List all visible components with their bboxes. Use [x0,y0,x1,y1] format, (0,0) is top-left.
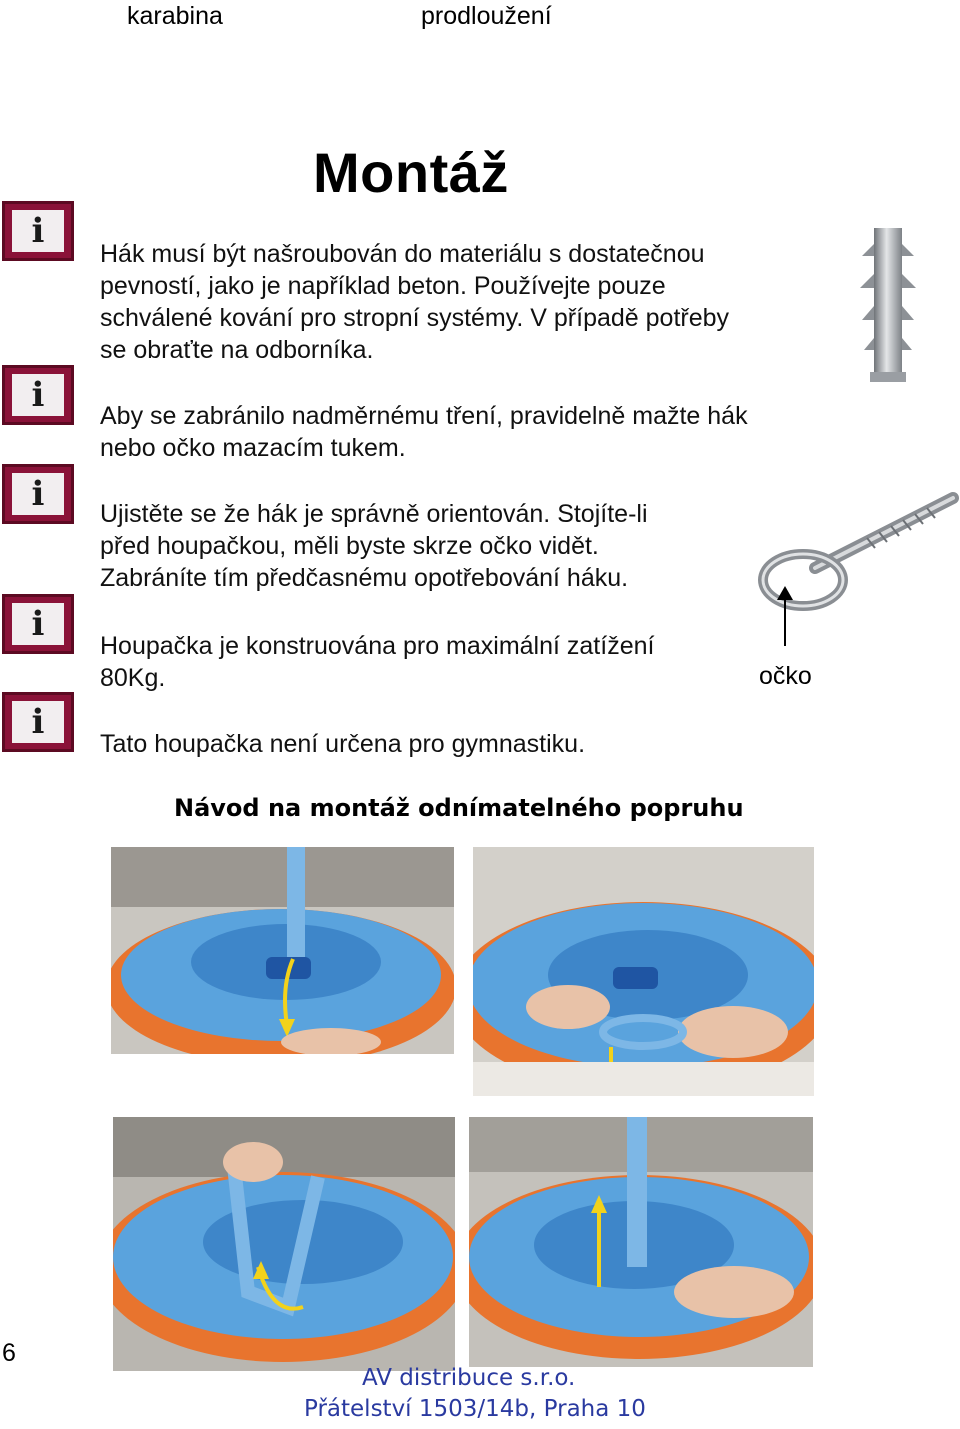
text-line: Houpačka je konstruována pro maximální zatížení [100,632,655,660]
footer-company: AV distribuce s.r.o. [362,1365,576,1391]
section-subtitle: Návod na montáž odnímatelného popruhu [174,794,744,822]
paragraph-mounting [100,238,729,366]
wall-plug-icon [858,222,918,386]
prodlouzeni-label: prodloužení [421,2,552,30]
text-line: 80Kg. [100,664,166,692]
assembly-photo [111,847,454,1054]
eye-hook-label: očko [759,662,812,690]
paragraph-gymnastics [100,728,585,760]
page-number: 6 [2,1339,16,1367]
paragraph-load [100,630,654,694]
text-line: se obraťte na odborníka. [100,336,374,364]
info-icon: i [2,464,74,524]
paragraph-lubrication [100,400,748,464]
text-line: nebo očko mazacím tukem. [100,434,406,462]
assembly-photo [473,847,814,1096]
text-line: Tato houpačka není určena pro gymnastiku. [100,730,586,758]
assembly-photo [113,1117,455,1371]
text-line: Hák musí být našroubován do materiálu s dostatečnou [100,240,705,268]
text-line: Zabráníte tím předčasnému opotřebování háku. [100,564,629,592]
info-icon: i [2,692,74,752]
text-line: Ujistěte se že hák je správně orientován. Stojíte-li [100,500,648,528]
paragraph-orientation [100,498,648,594]
assembly-photo [469,1117,813,1367]
karabina-label: karabina [127,2,223,30]
text-line: Aby se zabránilo nadměrnému tření, pravidelně mažte hák [100,402,748,430]
info-icon: i [2,201,74,261]
footer-address: Přátelství 1503/14b, Praha 10 [304,1396,646,1422]
eye-hook-icon [755,488,960,663]
info-icon: i [2,594,74,654]
info-icon: i [2,365,74,425]
text-line: pevností, jako je například beton. Používejte pouze [100,272,666,300]
page-title: Montáž [313,141,509,204]
text-line: před houpačkou, měli byste skrze očko vidět. [100,532,599,560]
text-line: schválené kování pro stropní systémy. V případě potřeby [100,304,730,332]
